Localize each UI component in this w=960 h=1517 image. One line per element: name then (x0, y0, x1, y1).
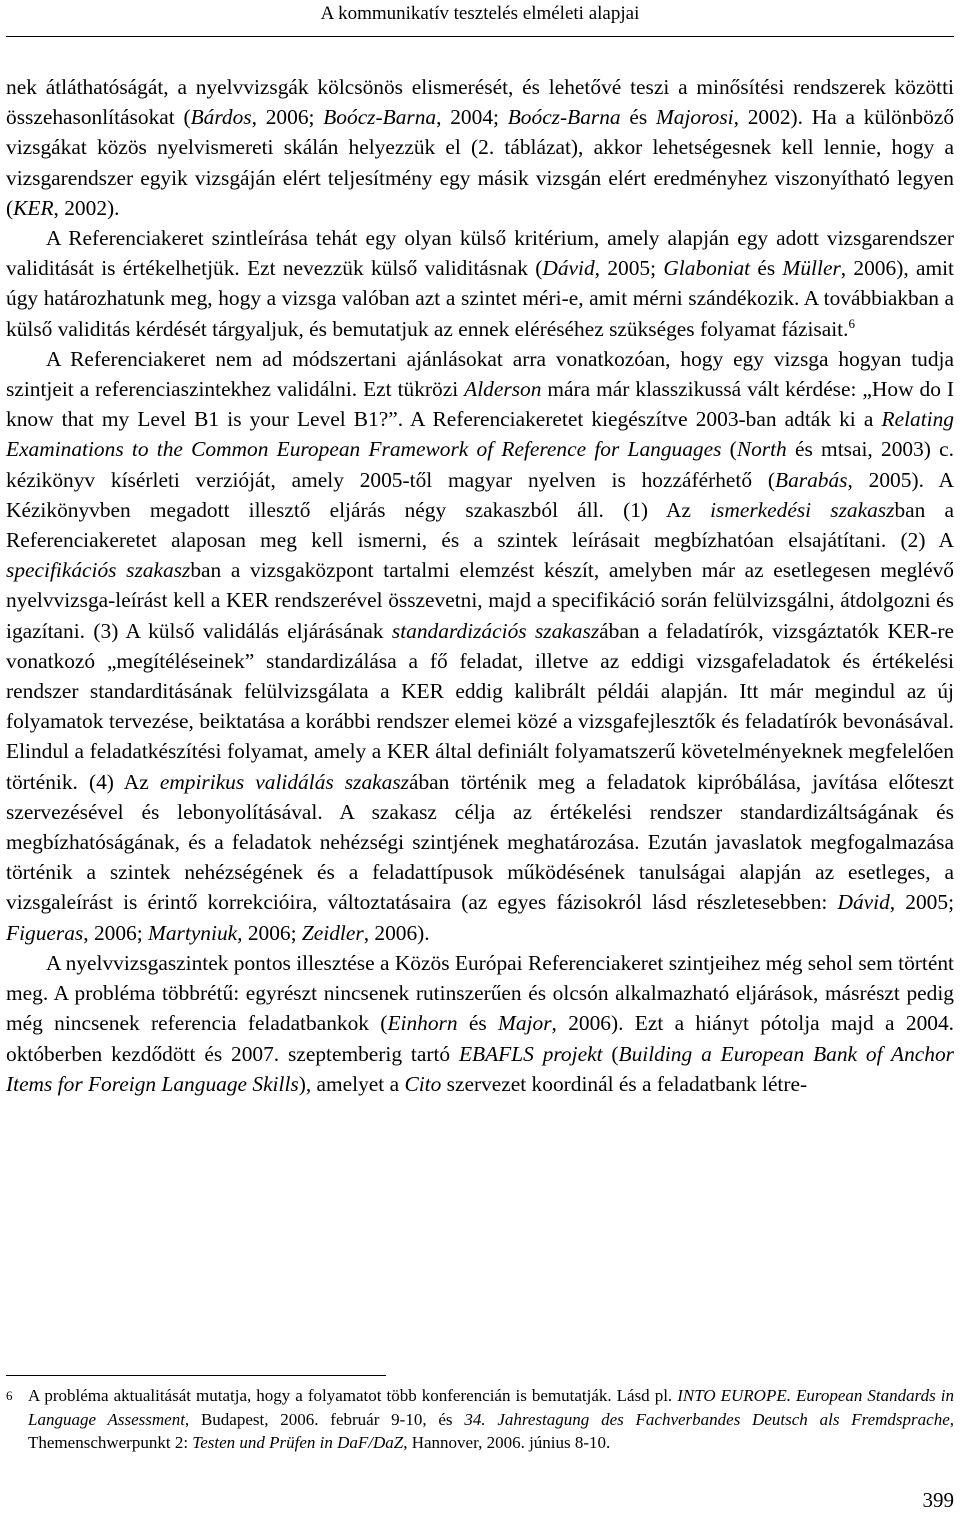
footnote-ref[interactable]: 6 (848, 315, 855, 331)
footnote-rule (6, 1375, 386, 1376)
running-header: A kommunikatív tesztelés elméleti alapjai (320, 3, 640, 24)
header-rule (6, 36, 954, 37)
page-number: 399 (922, 1488, 954, 1512)
footnote-number: 6 (6, 1388, 13, 1403)
paragraph-4: A nyelvvizsgaszintek pontos illesztése a Közös Európai Referenciakeret szintjeihez még sehol sem történt meg. A probléma többrétű: egyrészt nincsenek rutinszerűen és olcsón alkalmazható eljárások, másrészt pedig még nincsenek referencia feladatbankok (Einhorn és Major, 2006). Ezt a hiányt pótolja majd a 2004. októberben kezdődött és 2007. szeptemberig tartó EBAFLS projekt (Building a European Bank of Anchor Items for Foreign Language Skills), amelyet a Cito szervezet koordinál és a feladatbank létre- (6, 950, 955, 1096)
footnote-text: A probléma aktualitását mutatja, hogy a folyamatot több konferencián is bemutatják. Lásd pl. INTO EUROPE. European Standards in Language Assessment, Budapest, 2006. február 9-10, és 34. Jahrestagung des Fachverbandes Deutsch als Fremdsprache, Themenschwerpunkt 2: Testen und Prüfen in DaF/DaZ, Hannover, 2006. június 8-10. (28, 1386, 954, 1452)
paragraph-3: A Referenciakeret nem ad módszertani ajánlásokat arra vonatkozóan, hogy egy vizsga hogyan tudja szintjeit a referenciaszintekhez validálni. Ezt tükrözi Alderson mára már klasszikussá vált kérdése: „How do I know that my Level B1 is your Level B1?”. A Referenciakeretet kiegészítve 2003-ban adták ki a Relating Examinations to the Common European Framework of Reference for Languages (North és mtsai, 2003) c. kézikönyv kísérleti verzióját, amely 2005-től magyar nyelven is hozzáférhető (Barabás, 2005). A Kézikönyvben megadott illesztő eljárás négy szakaszból áll. (1) Az ismerkedési szakaszban a Referenciakeretet alaposan meg kell ismerni, és a szintek leírásait megbízhatóan elsajátítani. (2) A specifikációs szakaszban a vizsgaközpont tartalmi elemzést készít, amelyben már az esetlegesen meglévő nyelvvizsga-leírást kell a KER rendszerével összevetni, majd a specifikáció során felülvizsgálni, átdolgozni és igazítani. (3) A külső validálás eljárásának standardizációs szakaszában a feladatírók, vizsgáztatók KER-re vonatkozó „megítéléseinek” standardizálása a fő feladat, illetve az eddigi vizsgafeladatok és értékelési rendszer standarditásának felülvizsgálata a KER eddig kalibrált példái alapján. Itt már megindul az új folyamatok tervezése, beiktatása a korábbi rendszer elemei közé a vizsgafejlesztők és feladatírók bevonásával. Elindul a feladatkészítési folyamat, amely a KER által definiált folyamatszerű követelményeknek megfelelően történik. (4) Az empirikus validálás szakaszában történik meg a feladatok kipróbálása, javítása előteszt szervezésével és lebonyolításával. A szakasz célja az értékelési rendszer standardizáltságának és megbízhatóságának, és a feladatok nehézségi szintjének meghatározása. Ezután javaslatok megfogalmazása történik a szintek nehézségének és a feladattípusok működésének tanulságai alapján az esetleges, a vizsgaleírást is érintő korrekcióira, változtatásaira (az egyes fázisokról lásd részletesebben: Dávid, 2005; Figueras, 2006; Martyniuk, 2006; Zeidler, 2006). (6, 346, 955, 945)
main-text (6, 72, 954, 1099)
paragraph-2: A Referenciakeret szintleírása tehát egy olyan külső kritérium, amely alapján egy adott vizsgarendszer validitását is értékelhetjük. Ezt nevezzük külső validitásnak (Dávid, 2005; Glaboniat és Müller, 2006), amit úgy határozhatunk meg, hogy a vizsga valóban azt a szintet méri-e, amit mérni szándékozik. A továbbiakban a külső validitás kérdését tárgyaljuk, és bemutatjuk az ennek eléréséhez szükséges folyamat fázisait.$^6$ (6, 226, 954, 341)
footnote (6, 1384, 954, 1455)
paragraph-1: nek átláthatóságát, a nyelvvizsgák kölcsönös elismerését, és lehetővé teszi a minősítési rendszerek közötti összehasonlításokat (Bárdos, 2006; Boócz-Barna, 2004; Boócz-Barna és Majorosi, 2002). Ha a különböző vizsgákat közös nyelvismereti skálán helyezzük el (2. táblázat), akkor lehetségesnek kell lennie, hogy a vizsgarendszer egyik vizsgáján elért teljesítmény egy másik vizsgán elért eredményhez viszonyítható legyen (KER, 2002). (6, 75, 955, 220)
